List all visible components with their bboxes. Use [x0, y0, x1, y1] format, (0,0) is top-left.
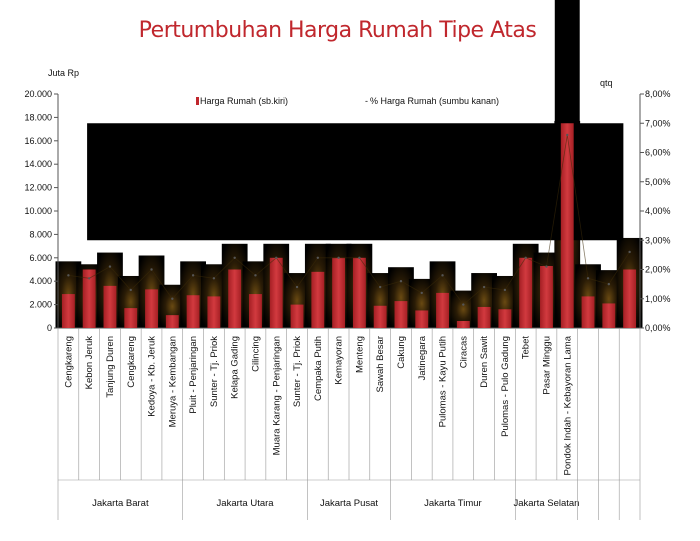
category-label-16: Cakung [395, 336, 407, 369]
bar-12 [311, 272, 324, 328]
bar-11 [291, 305, 304, 328]
category-label-13: Kemayoran [333, 336, 345, 385]
line-point-16 [400, 280, 402, 282]
y-right-tick-label: 8,00% [645, 89, 671, 99]
line-point-14 [358, 257, 360, 259]
category-label-15: Sawah Besar [375, 336, 387, 393]
line-point-20 [483, 286, 485, 288]
category-label-12: Cempaka Putih [312, 336, 324, 401]
y-right-tick-label: 6,00% [645, 147, 671, 158]
category-label-10: Muara Karang - Penjaringan [271, 336, 283, 456]
line-point-19 [462, 303, 464, 305]
y-left-tick-label: 0 [46, 323, 52, 333]
category-label-11: Sunter - Tj. Priok [292, 336, 304, 408]
group-label-3: Jakarta Timur [424, 498, 482, 509]
category-label-22: Tebet [520, 336, 532, 360]
bar-23 [540, 266, 553, 328]
line-point-27 [628, 251, 630, 253]
legend-bar-label: Harga Rumah (sb.kiri) [200, 96, 289, 106]
line-point-26 [608, 283, 610, 285]
bar-14 [353, 258, 366, 328]
y-right-tick-label: 0,00% [645, 323, 671, 333]
bar-20 [478, 307, 491, 328]
y-right-tick-label: 7,00% [645, 118, 671, 129]
bar-13 [332, 258, 345, 328]
y-left-tick-label: 16.000 [24, 135, 52, 146]
line-point-9 [254, 274, 256, 276]
line-point-5 [171, 298, 173, 300]
category-label-21: Pulomas - Pulo Gadung [499, 336, 511, 437]
line-point-3 [130, 289, 132, 291]
category-label-2: Tanjung Duren [104, 336, 116, 398]
bar-5 [166, 315, 179, 328]
line-point-23 [545, 265, 547, 267]
category-label-9: Cilincing [250, 336, 262, 372]
legend-line-label: % Harga Rumah (sumbu kanan) [370, 96, 500, 106]
bar-15 [374, 306, 387, 328]
legend-line-marker: - [365, 96, 368, 106]
group-label-0: Jakarta Barat [92, 498, 149, 509]
category-label-20: Duren Sawit [479, 336, 491, 388]
y-left-tick-label: 12.000 [24, 182, 52, 193]
bar-16 [395, 301, 408, 328]
bar-7 [207, 296, 220, 328]
bar-26 [602, 303, 615, 328]
bar-0 [62, 294, 75, 328]
y-axis-right-unit: qtq [600, 78, 613, 88]
y-right-tick-label: 1,00% [645, 293, 671, 304]
group-labels [58, 480, 640, 520]
category-label-6: Pluit - Penjaringan [188, 336, 200, 414]
y-left-tick-label: 14.000 [24, 159, 52, 170]
legend [196, 96, 499, 106]
category-label-4: Kedoya - Kb. Jeruk [146, 336, 158, 417]
line-point-12 [317, 257, 319, 259]
category-label-18: Pulomas - Kayu Putih [437, 336, 449, 428]
category-label-17: Jatinegara [416, 336, 428, 381]
legend-bar-swatch [196, 97, 199, 105]
line-point-6 [192, 274, 194, 276]
y-right-tick-label: 2,00% [645, 264, 671, 275]
line-point-4 [150, 268, 152, 270]
category-label-23: Pasar Minggu [541, 336, 553, 395]
line-point-1 [88, 277, 90, 279]
bar-22 [519, 258, 532, 328]
category-label-14: Menteng [354, 336, 366, 373]
chart-title: Pertumbuhan Harga Rumah Tipe Atas [138, 18, 537, 43]
group-label-2: Jakarta Pusat [319, 498, 379, 509]
line-glow-band [87, 123, 623, 240]
y-left-tick-label: 6.000 [29, 252, 52, 263]
line-series-glow [56, 0, 643, 328]
category-label-3: Cengkareng [125, 336, 137, 388]
line-glow-peak [555, 0, 580, 140]
category-label-0: Cengkareng [63, 336, 75, 388]
bar-19 [457, 321, 470, 328]
bar-8 [228, 270, 241, 329]
y-left-tick-label: 4.000 [29, 276, 52, 287]
line-point-0 [67, 274, 69, 276]
line-point-18 [441, 274, 443, 276]
category-label-1: Kebon Jeruk [84, 336, 96, 390]
bar-27 [623, 270, 636, 329]
bar-25 [582, 296, 595, 328]
line-point-10 [275, 257, 277, 259]
group-label-1: Jakarta Utara [216, 498, 274, 509]
y-left-tick-label: 20.000 [24, 89, 52, 99]
line-point-11 [296, 286, 298, 288]
category-label-8: Kelapa Gading [229, 336, 241, 399]
line-point-7 [213, 277, 215, 279]
bar-24 [561, 123, 574, 328]
bar-2 [104, 286, 117, 328]
bar-21 [498, 309, 511, 328]
y-right-tick-label: 3,00% [645, 235, 671, 246]
line-point-17 [421, 292, 423, 294]
category-label-7: Sunter - Tj. Priok [208, 336, 220, 408]
bar-17 [415, 310, 428, 328]
line-point-24 [566, 134, 568, 136]
line-point-25 [587, 277, 589, 279]
line-point-8 [233, 257, 235, 259]
bar-10 [270, 258, 283, 328]
y-left-tick-label: 10.000 [24, 206, 52, 216]
y-left-tick-label: 18.000 [24, 112, 52, 123]
category-labels [58, 328, 640, 480]
bar-3 [124, 308, 137, 328]
bar-9 [249, 294, 262, 328]
line-point-22 [524, 257, 526, 259]
bar-4 [145, 289, 158, 328]
y-left-tick-label: 2.000 [29, 299, 52, 310]
category-label-19: Ciracas [458, 336, 470, 369]
line-point-13 [337, 257, 339, 259]
line-point-2 [109, 265, 111, 267]
line-point-15 [379, 286, 381, 288]
y-left-tick-label: 8.000 [29, 229, 52, 240]
bar-6 [187, 295, 200, 328]
y-right-tick-label: 5,00% [645, 176, 671, 187]
category-label-5: Meruya - Kembangan [167, 336, 179, 428]
line-point-21 [504, 289, 506, 291]
y-axis-left-unit: Juta Rp [48, 68, 80, 78]
group-label-4: Jakarta Selatan [513, 498, 580, 509]
bar-18 [436, 293, 449, 328]
y-right-tick-label: 4,00% [645, 206, 671, 216]
category-label-24: Pondok Indah - Kebayoran Lama [562, 336, 574, 476]
